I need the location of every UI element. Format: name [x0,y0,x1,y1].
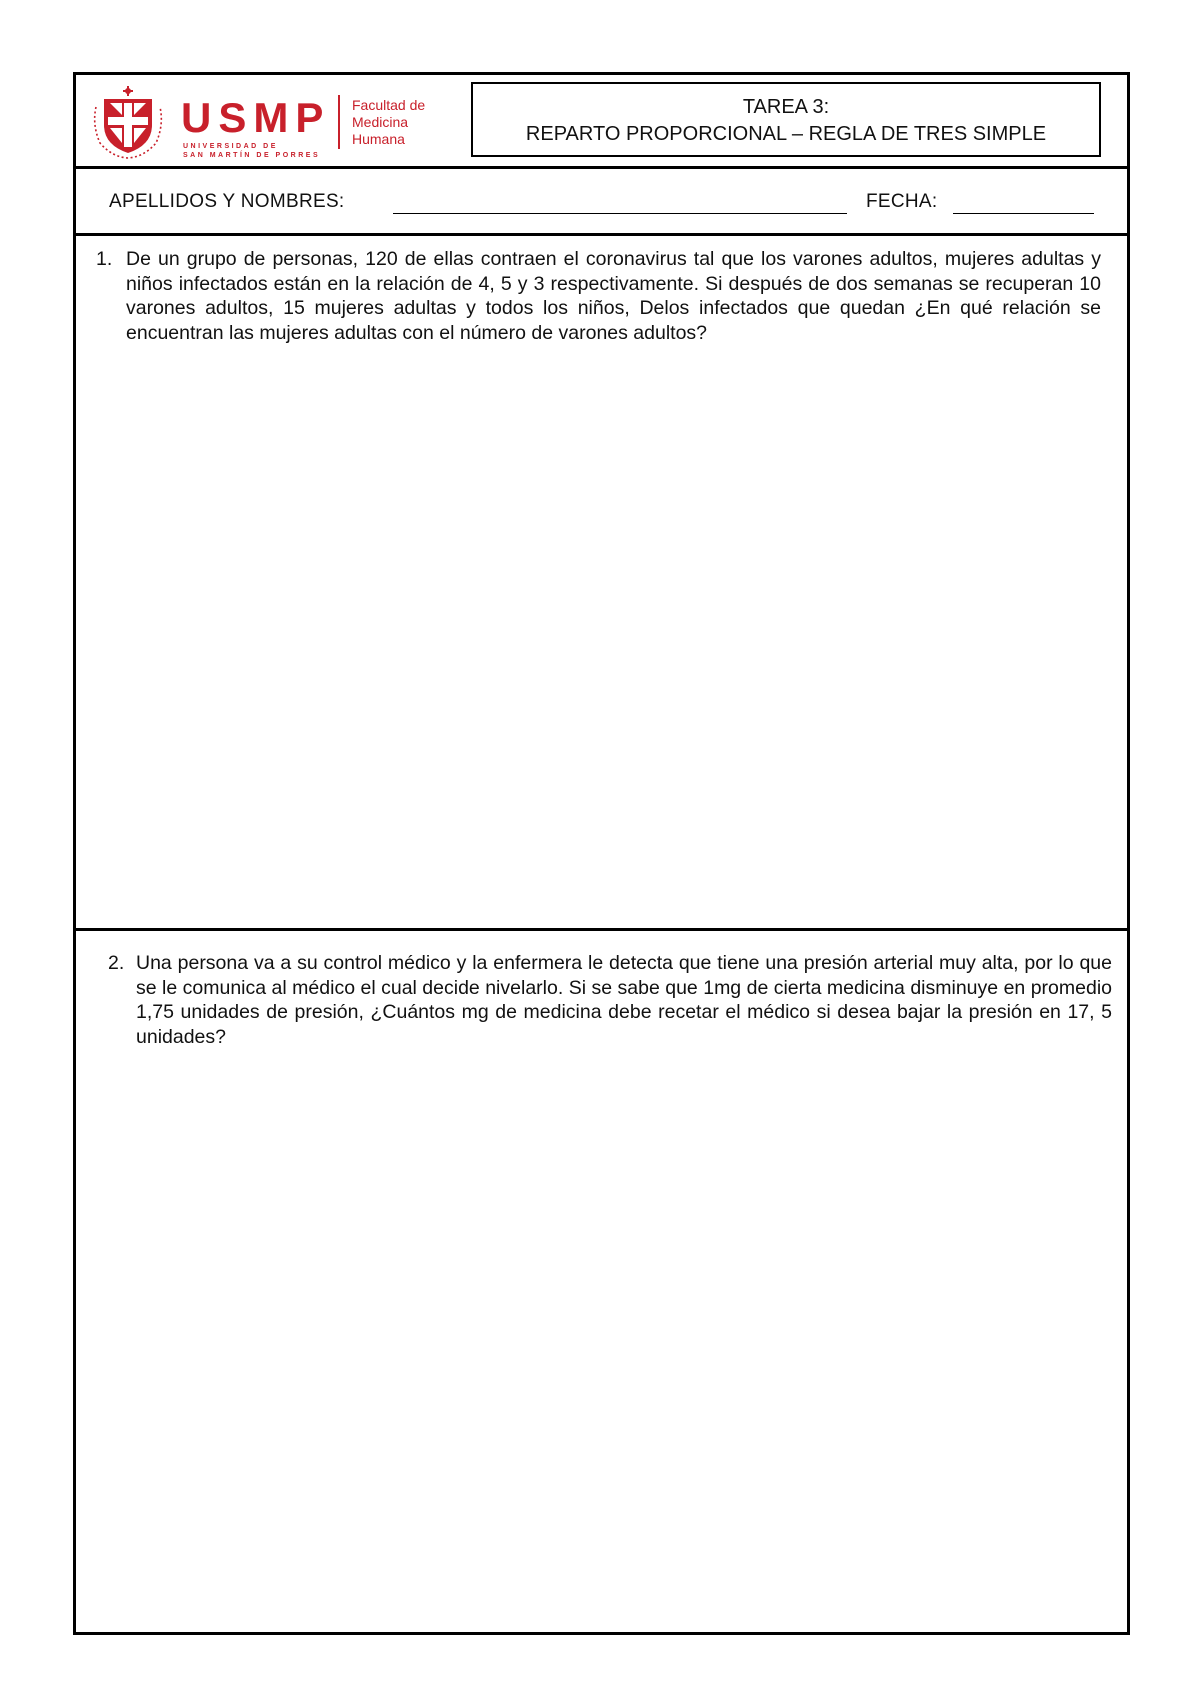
logo-divider [338,95,340,149]
assignment-title-box [471,82,1101,157]
question-2 [108,951,1112,1049]
question-number: 2. [108,952,125,974]
date-field[interactable] [953,213,1094,214]
question-number: 1. [96,248,113,270]
names-label: APELLIDOS Y NOMBRES: [109,191,345,212]
logo-brand: USMP [181,94,331,141]
names-field[interactable] [393,213,847,214]
header-row [76,75,1127,169]
question-text: Una persona va a su control médico y la enfermera le detecta que tiene una presión arterial muy alta, por lo que se le comunica al médico el cual decide nivelarlo. Si se sabe que 1mg de cierta medicina disminuye en promedio 1,75 unidades de presión, ¿Cuántos mg de medicina debe recetar el médico si desea bajar la presión en 17, 5 unidades? [136,952,1112,1048]
logo-university-name: UNIVERSIDAD DE SAN MARTÍN DE PORRES [183,143,321,159]
date-label: FECHA: [866,191,938,212]
question-1 [96,247,1101,345]
usmp-crest-icon [88,85,168,159]
worksheet [73,72,1130,1635]
question-text: De un grupo de personas, 120 de ellas contraen el coronavirus tal que los varones adultos, mujeres adultas y niños infectados están en la relación de 4, 5 y 3 respectivamente. Si después de dos semanas se recuperan 10 varones adultos, 15 mujeres adultas y todos los niños, Delos infectados que quedan ¿En qué relación se encuentran las mujeres adultas con el número de varones adultos? [126,248,1101,344]
student-info-row [76,169,1127,236]
usmp-logo [88,85,458,159]
question-section-2 [76,931,1127,1632]
question-section-1 [76,236,1127,931]
assignment-title: REPARTO PROPORCIONAL – REGLA DE TRES SIMPLE [525,123,1047,145]
logo-faculty-name: Facultad de Medicina Humana [352,97,426,147]
assignment-number: TAREA 3: [742,96,830,118]
